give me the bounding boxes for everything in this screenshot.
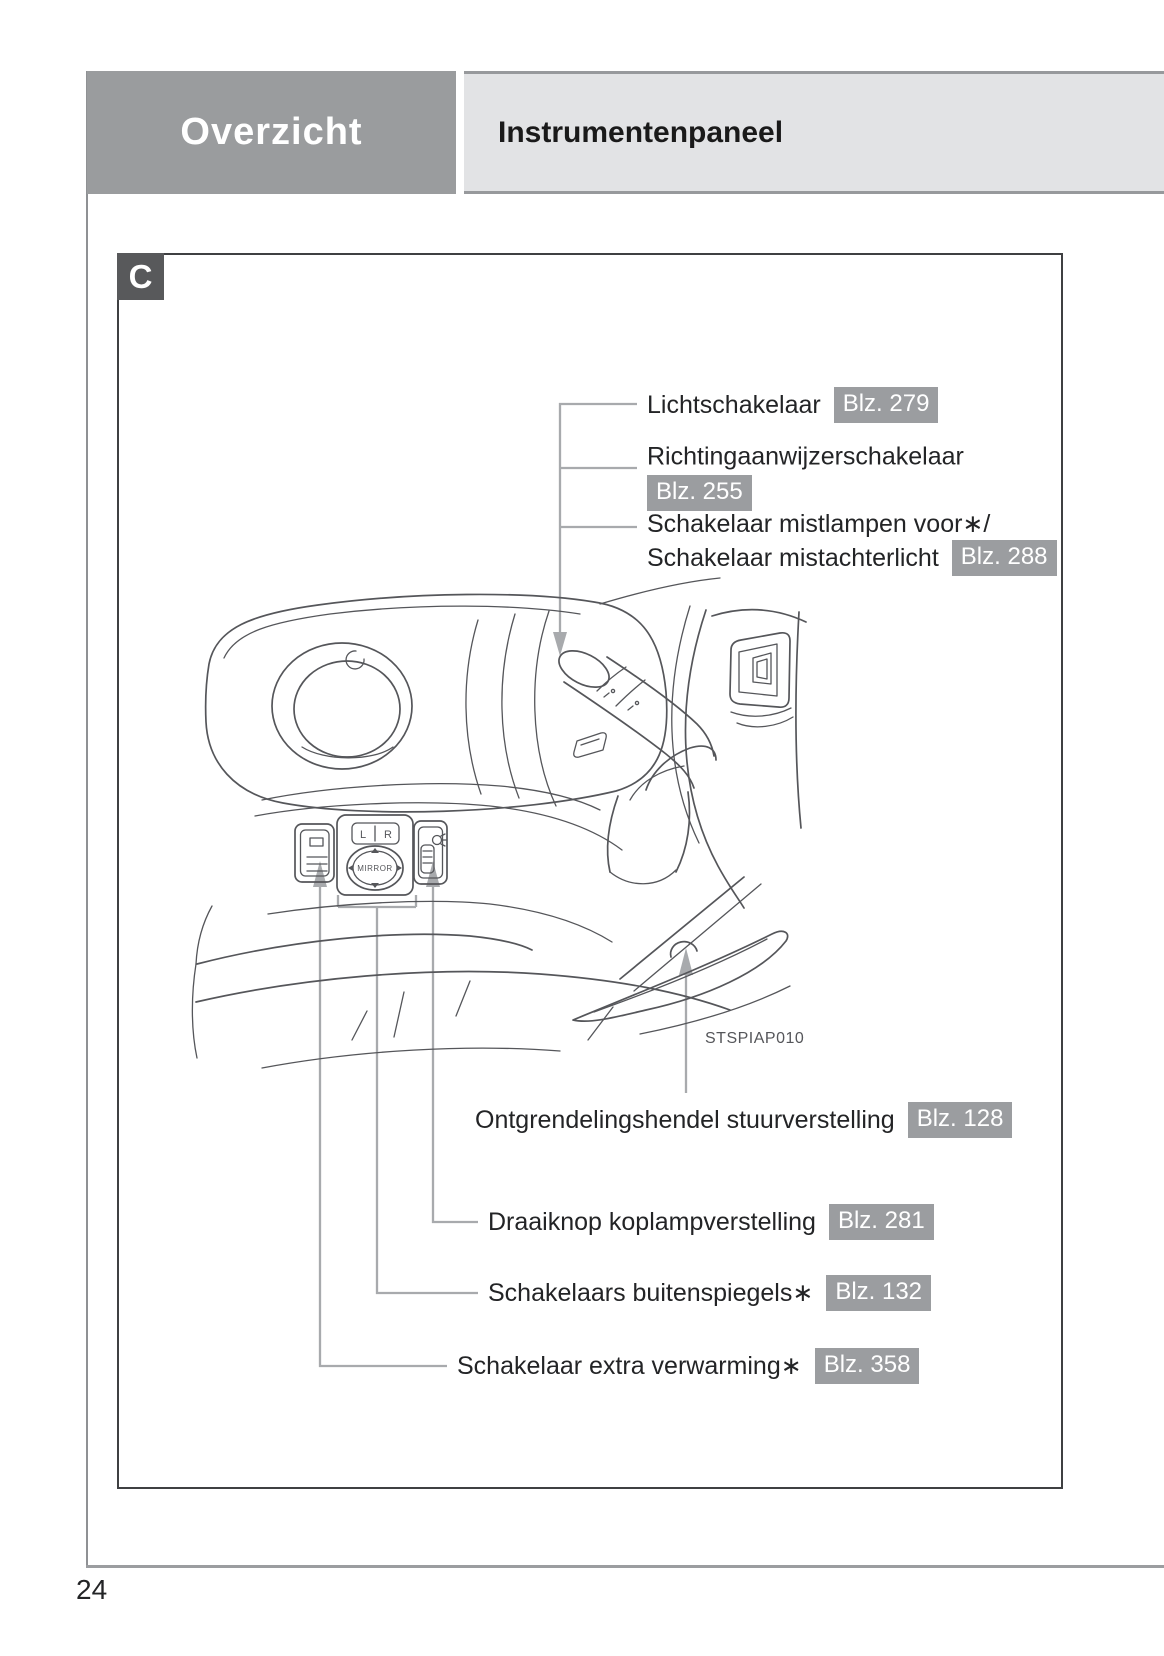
mirror-rocker-right-label: R (384, 829, 392, 841)
figure-code: STSPIAP010 (705, 1030, 805, 1047)
section-marker: C (117, 253, 164, 300)
page-ref-badge: Blz. 288 (952, 540, 1057, 576)
callout-mistlampen-voor (647, 509, 990, 539)
mirror-rocker-left-label: L (359, 829, 367, 841)
page-ref-badge: Blz. 279 (834, 387, 939, 423)
callout-label: Draaiknop koplampverstelling (488, 1207, 816, 1236)
callout-buitenspiegels (488, 1275, 931, 1311)
mirror-switch-panel (337, 815, 413, 895)
callout-richtingaanwijzer-badge (647, 475, 752, 511)
callout-label: Richtingaanwijzerschakelaar (647, 442, 964, 471)
page-ref-badge: Blz. 128 (908, 1102, 1013, 1138)
callout-draaiknop (488, 1204, 934, 1240)
callout-extra-verwarming (457, 1348, 919, 1384)
callout-label: Lichtschakelaar (647, 390, 821, 419)
mirror-pad-label: MIRROR (357, 864, 393, 873)
page-ref-badge: Blz. 281 (829, 1204, 934, 1240)
arrow-up-dial (426, 861, 440, 887)
chapter-title: Overzicht (180, 111, 363, 153)
callout-lichtschakelaar (647, 387, 938, 423)
callout-label: Ontgrendelingshendel stuurverstelling (475, 1105, 895, 1134)
callout-ontgrendelingshendel (475, 1102, 1012, 1138)
callout-richtingaanwijzer (647, 443, 964, 472)
callout-label: Schakelaar mistachterlicht (647, 543, 939, 572)
callout-label: Schakelaars buitenspiegels∗ (488, 1279, 814, 1307)
page-title: Instrumentenpaneel (498, 115, 784, 149)
heater-switch (295, 824, 334, 882)
callout-label: Schakelaar extra verwarming∗ (457, 1352, 802, 1380)
page-number: 24 (76, 1574, 108, 1605)
dashboard-lines (192, 578, 806, 1068)
callout-mistachterlicht (647, 540, 1057, 576)
page-ref-badge: Blz. 358 (815, 1348, 920, 1384)
callout-label: Schakelaar mistlampen voor∗/ (647, 510, 991, 538)
arrow-up-heater (313, 861, 327, 887)
turn-signal-stalk (553, 643, 716, 883)
cluster-hood (206, 594, 667, 811)
page-ref-badge: Blz. 255 (647, 475, 752, 511)
window-switch (730, 633, 793, 727)
steering-column-cover (573, 877, 790, 1034)
page-ref-badge: Blz. 132 (826, 1275, 931, 1311)
